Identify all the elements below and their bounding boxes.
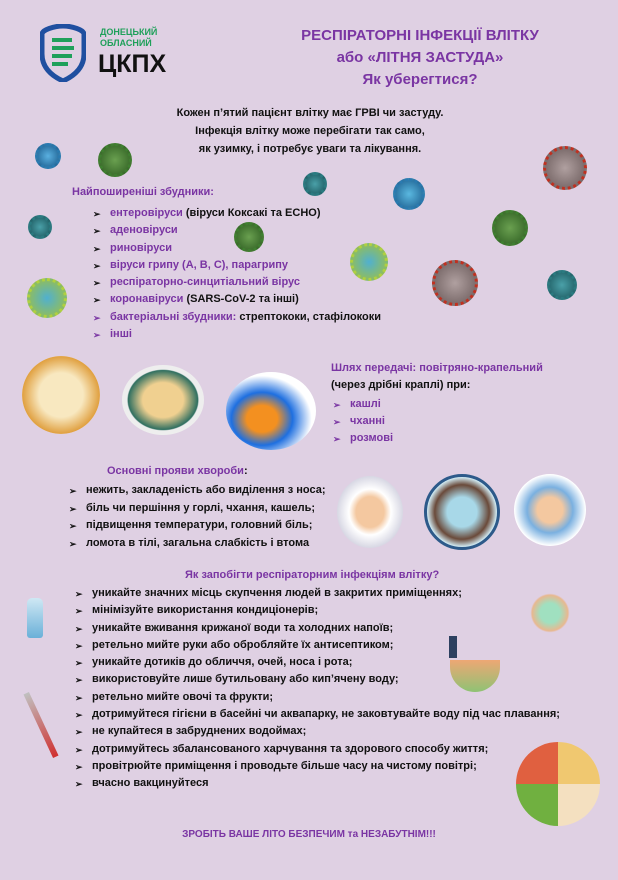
colon: :: [243, 465, 248, 477]
transmission-item: чханні: [350, 415, 385, 427]
virus-icon: [27, 278, 67, 318]
transmission-sub: (через дрібні краплі) при:: [331, 379, 471, 391]
prevention-item: ретельно мийте руки або обробляйте їх антисептиком;: [92, 638, 394, 651]
list-item: [333, 396, 393, 413]
virus-icon: [543, 146, 587, 190]
logo-line3: ЦКПХ: [98, 50, 167, 78]
balanced-food-plate-illustration: [516, 742, 600, 826]
virus-icon: [303, 172, 327, 196]
bullet-arrow-icon: ➢: [75, 623, 83, 634]
prevention-item: уникайте дотиків до обличчя, очей, носа і рота;: [92, 656, 353, 669]
shield-logo-icon: [40, 24, 86, 82]
list-item: [69, 500, 326, 518]
bullet-arrow-icon: ➢: [75, 675, 83, 686]
list-item: [93, 309, 382, 326]
list-item: [93, 240, 381, 257]
list-item: [75, 741, 560, 758]
handwashing-illustration: [527, 590, 573, 636]
bullet-arrow-icon: ➢: [75, 606, 83, 617]
logo-line2: ОБЛАСНИЙ: [100, 38, 152, 48]
bullet-arrow-icon: ➢: [93, 226, 101, 237]
title-line3: Як уберегтися?: [362, 71, 478, 88]
prevention-item: дотримуйтесь збалансованого харчування та здорового способу життя;: [92, 742, 489, 755]
virus-icon: [432, 260, 478, 306]
symptoms-heading-text: Основні прояви хвороби: [107, 465, 244, 477]
logo: [40, 24, 180, 84]
transmission-list: [333, 396, 394, 447]
bullet-arrow-icon: ➢: [333, 417, 341, 427]
page-title: [260, 25, 580, 91]
list-item: [75, 585, 560, 602]
sneezing-child-illustration: [22, 356, 100, 434]
list-item: [93, 257, 381, 274]
list-item: [69, 482, 326, 500]
virus-icon: [35, 143, 61, 169]
symptom-item: нежить, закладеність або виділення з носа;: [86, 484, 326, 496]
list-item: [93, 205, 381, 222]
virus-icon: [492, 210, 528, 246]
bullet-arrow-icon: ➢: [75, 589, 83, 599]
pathogen-name: віруси грипу (А, В, С), парагрипу: [110, 258, 288, 271]
prevention-item: не купайтеся в забруднених водоймах;: [92, 725, 307, 738]
prevention-item: уникайте значних місць скупчення людей в закритих приміщеннях;: [92, 587, 462, 599]
symptoms-heading: [107, 465, 248, 477]
pathogen-name: коронавіруси: [110, 293, 184, 306]
bullet-arrow-icon: ➢: [93, 330, 101, 341]
virus-icon: [547, 270, 577, 300]
bullet-arrow-icon: ➢: [75, 779, 83, 790]
pathogen-detail: (віруси Коксакі та ЕСНО): [182, 207, 321, 219]
list-item: [69, 535, 326, 553]
bullet-arrow-icon: ➢: [93, 295, 101, 306]
pathogen-detail: стрептококи, стафілококи: [236, 310, 382, 323]
list-item: [75, 706, 560, 723]
virus-icon: [393, 178, 425, 210]
prevention-item: використовуйте лише бутильовану або кип’ячену воду;: [92, 673, 399, 686]
list-item: [75, 602, 560, 619]
syringe-illustration: [23, 692, 58, 758]
intro-line: як узимку, і потребує уваги та лікування.: [198, 143, 422, 155]
list-item: [93, 326, 381, 343]
bullet-arrow-icon: ➢: [333, 400, 341, 410]
fever-child-illustration: [337, 476, 403, 548]
list-item: [333, 413, 393, 430]
list-item: [93, 222, 381, 239]
prevention-item: провітрюйте приміщення і проводьте більше часу на чистому повітрі;: [92, 759, 477, 772]
pathogen-name: респіраторно-синцитіальний вірус: [110, 276, 300, 289]
symptom-item: біль чи першіння у горлі, чхання, кашель;: [86, 501, 316, 514]
transmission-heading: Шлях передачі: повітряно-крапельний: [331, 362, 543, 374]
symptom-item: ломота в тілі, загальна слабкість і втома: [86, 536, 310, 549]
talking-people-illustration: [226, 372, 316, 450]
bullet-arrow-icon: ➢: [69, 503, 77, 514]
bullet-arrow-icon: ➢: [75, 640, 83, 651]
pathogens-heading: Найпоширеніші збудники:: [72, 186, 214, 198]
transmission-item: розмові: [350, 432, 394, 444]
sore-throat-illustration: [514, 474, 586, 546]
water-bottle-illustration: [27, 598, 43, 638]
list-item: [75, 637, 560, 654]
intro-text: [150, 104, 470, 158]
bullet-arrow-icon: ➢: [93, 260, 101, 271]
bullet-arrow-icon: ➢: [75, 761, 83, 772]
list-item: [75, 620, 560, 637]
bullet-arrow-icon: ➢: [69, 521, 77, 531]
pathogen-name: інші: [110, 328, 132, 341]
prevention-item: вчасно вакцинуйтеся: [92, 777, 209, 790]
bullet-arrow-icon: ➢: [93, 243, 101, 254]
woman-sneezing-illustration: [424, 474, 500, 550]
list-item: [75, 775, 560, 792]
list-item: [93, 291, 381, 308]
bullet-arrow-icon: ➢: [75, 710, 83, 721]
list-item: [69, 517, 326, 535]
intro-line: Кожен п’ятий пацієнт влітку має ГРВІ чи застуду.: [176, 107, 444, 119]
title-line2: або «ЛІТНЯ ЗАСТУДА»: [336, 49, 504, 66]
coughing-person-illustration: [122, 365, 204, 435]
intro-line: Інфекція влітку може перебігати так само,: [195, 125, 425, 137]
bullet-arrow-icon: ➢: [93, 209, 101, 219]
list-item: [333, 430, 394, 447]
prevention-item: уникайте вживання крижаної води та холодних напоїв;: [92, 621, 394, 634]
bullet-arrow-icon: ➢: [93, 312, 101, 323]
pathogen-detail: (SARS-CoV-2 та інші): [183, 293, 299, 306]
bullet-arrow-icon: ➢: [75, 692, 83, 703]
pathogen-name: бактеріальні збудники:: [110, 310, 237, 323]
symptoms-list: [69, 482, 326, 552]
pathogen-name: ентеровіруси: [110, 207, 183, 219]
prevention-item: дотримуйтеся гігієни в басейні чи аквапарку, не заковтувайте воду під час плавання;: [92, 708, 560, 721]
logo-line1: ДОНЕЦЬКИЙ: [100, 27, 158, 37]
list-item: [93, 274, 381, 291]
bullet-arrow-icon: ➢: [333, 434, 341, 444]
prevention-item: ретельно мийте овочі та фрукти;: [92, 690, 274, 703]
transmission-item: кашлі: [350, 398, 381, 410]
bullet-arrow-icon: ➢: [75, 658, 83, 669]
list-item: [75, 758, 560, 775]
bullet-arrow-icon: ➢: [75, 744, 83, 755]
pathogens-list: [93, 205, 382, 343]
prevention-list: [75, 585, 560, 793]
virus-icon: [28, 215, 52, 239]
bullet-arrow-icon: ➢: [75, 727, 83, 738]
list-item: [75, 723, 560, 740]
prevention-item: мінімізуйте використання кондиціонерів;: [92, 604, 319, 617]
footer-slogan: ЗРОБІТЬ ВАШЕ ЛІТО БЕЗПЕЧИМ та НЕЗАБУТНІМ!!!: [182, 829, 436, 840]
faucet-icon: [449, 636, 457, 658]
pathogen-name: риновіруси: [110, 241, 172, 254]
title-line1: РЕСПІРАТОРНІ ІНФЕКЦІЇ ВЛІТКУ: [301, 27, 539, 44]
bullet-arrow-icon: ➢: [69, 486, 77, 496]
prevention-heading: Як запобігти респіраторним інфекціям влітку?: [185, 569, 440, 581]
bullet-arrow-icon: ➢: [69, 538, 77, 549]
virus-icon: [98, 143, 132, 177]
symptom-item: підвищення температури, головний біль;: [86, 519, 313, 531]
bullet-arrow-icon: ➢: [93, 278, 101, 289]
pathogen-name: аденовіруси: [110, 224, 178, 237]
list-item: [75, 689, 560, 706]
